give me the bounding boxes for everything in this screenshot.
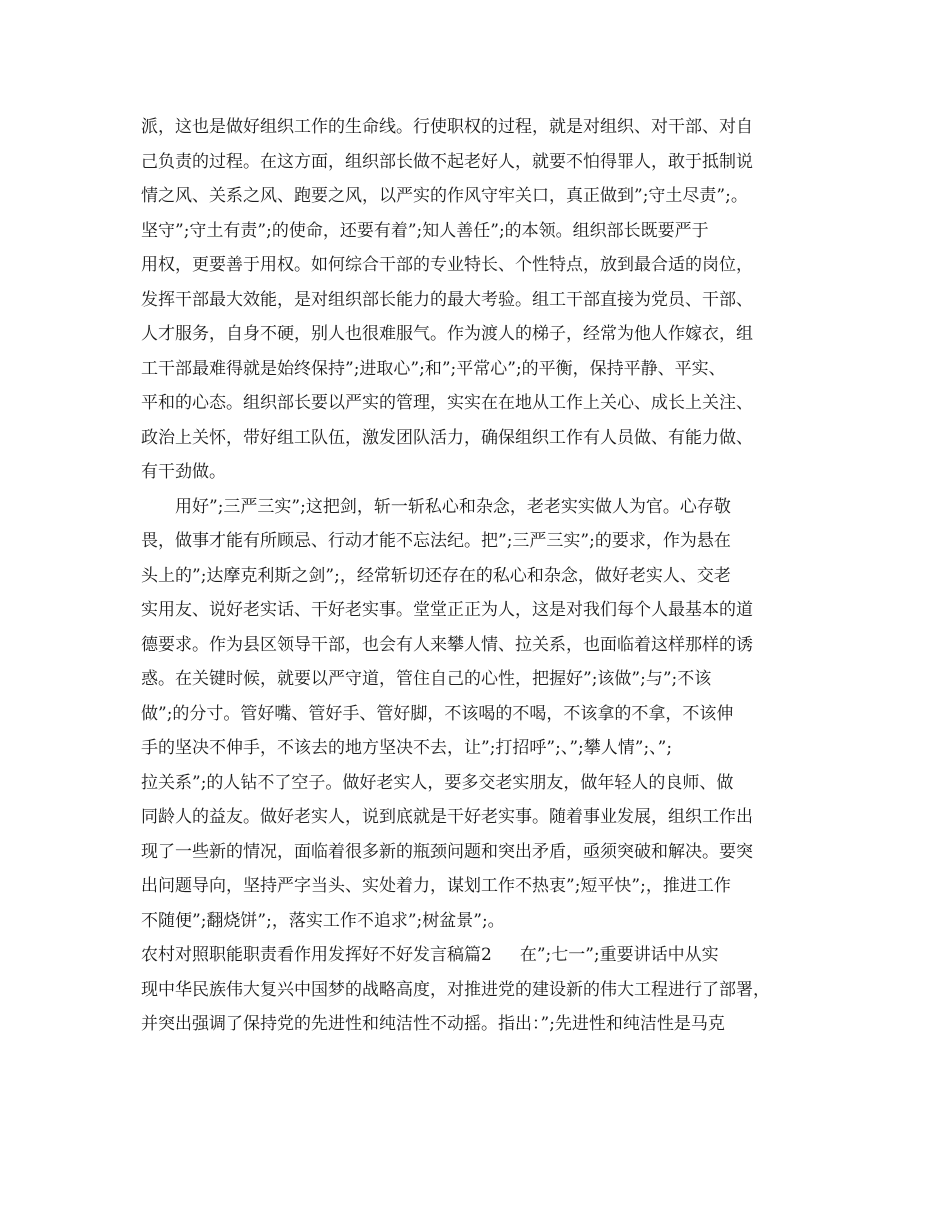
text-line: 用好”;三严三实”;这把剑，斩一斩私心和杂念，老老实实做人为官。心存敬	[175, 496, 731, 517]
text-line: 惑。在关键时候，就要以严守道，管住自己的心性，把握好”;该做”;与”;不该	[141, 669, 712, 689]
paragraph-2	[141, 490, 821, 939]
text-line: 出问题导向，坚持严字当头、实处着力，谋划工作不热衷”;短平快”;，推进工作	[141, 876, 731, 896]
section-continuation: 在”;七一”;重要讲话中从实	[519, 945, 719, 965]
text-line: 并突出强调了保持党的先进性和纯洁性不动摇。指出：”;先进性和纯洁性是马克	[141, 1014, 725, 1034]
text-line: 人才服务，自身不硬，别人也很难服气。作为渡人的梯子，经常为他人作嫁衣，组	[141, 324, 753, 344]
text-line: 己负责的过程。在这方面，组织部长做不起老好人，就要不怕得罪人，敢于抵制说	[141, 151, 753, 172]
document-body	[141, 110, 821, 1042]
text-line: 拉关系”;的人钻不了空子。做好老实人，要多交老实朋友，做年轻人的良师、做	[141, 772, 734, 793]
paragraph-3	[141, 973, 821, 1042]
text-line: 做”;的分寸。管好嘴、管好手、管好脚，不该喝的不喝，不该拿的不拿，不该伸	[141, 703, 734, 724]
text-line: 头上的”;达摩克利斯之剑”;，经常斩切还存在的私心和杂念，做好老实人、交老	[141, 565, 731, 586]
text-line: 发挥干部最大效能，是对组织部长能力的最大考验。组工干部直接为党员、干部、	[141, 289, 753, 310]
text-line: 坚守”;守土有责”;的使命，还要有着”;知人善任”;的本领。组织部长既要严于	[141, 220, 709, 241]
section-title: 农村对照职能职责看作用发挥好不好发言稿篇2	[141, 945, 492, 965]
text-line: 德要求。作为县区领导干部，也会有人来攀人情、拉关系，也面临着这样那样的诱	[141, 634, 753, 655]
text-line: 畏，做事才能有所顾忌、行动才能不忘法纪。把”;三严三实”;的要求，作为悬在	[141, 531, 731, 551]
text-line: 用权，更要善于用权。如何综合干部的专业特长、个性特点，放到最合适的岗位，	[141, 255, 753, 275]
paragraph-1	[141, 110, 821, 490]
text-line: 现了一些新的情况，面临着很多新的瓶颈问题和突出矛盾，亟须突破和解决。要突	[141, 841, 753, 862]
text-line: 政治上关怀，带好组工队伍，激发团队活力，确保组织工作有人员做、有能力做、	[141, 427, 753, 448]
text-line: 实用友、说好老实话、干好老实事。堂堂正正为人，这是对我们每个人最基本的道	[141, 600, 753, 620]
text-line: 情之风、关系之风、跑要之风，以严实的作风守牢关口，真正做到”;守土尽责”;。	[141, 186, 748, 206]
text-line: 工干部最难得就是始终保持”;进取心”;和”;平常心”;的平衡，保持平静、平实、	[141, 358, 726, 379]
text-line: 现中华民族伟大复兴中国梦的战略高度，对推进党的建设新的伟大工程进行了部署，	[141, 979, 770, 1000]
text-line: 同龄人的益友。做好老实人，说到底就是干好老实事。随着事业发展，组织工作出	[141, 807, 753, 827]
section-heading-line	[141, 938, 821, 973]
text-line: 平和的心态。组织部长要以严实的管理，实实在在地从工作上关心、成长上关注、	[141, 393, 753, 413]
text-line: 手的坚决不伸手，不该去的地方坚决不去，让”;打招呼”;、”;攀人情”;、”;	[141, 738, 673, 758]
text-line: 派，这也是做好组织工作的生命线。行使职权的过程，就是对组织、对干部、对自	[141, 117, 753, 137]
text-line: 不随便”;翻烧饼”;，落实工作不追求”;树盆景”;。	[141, 910, 505, 931]
text-line: 有干劲做。	[141, 462, 226, 482]
